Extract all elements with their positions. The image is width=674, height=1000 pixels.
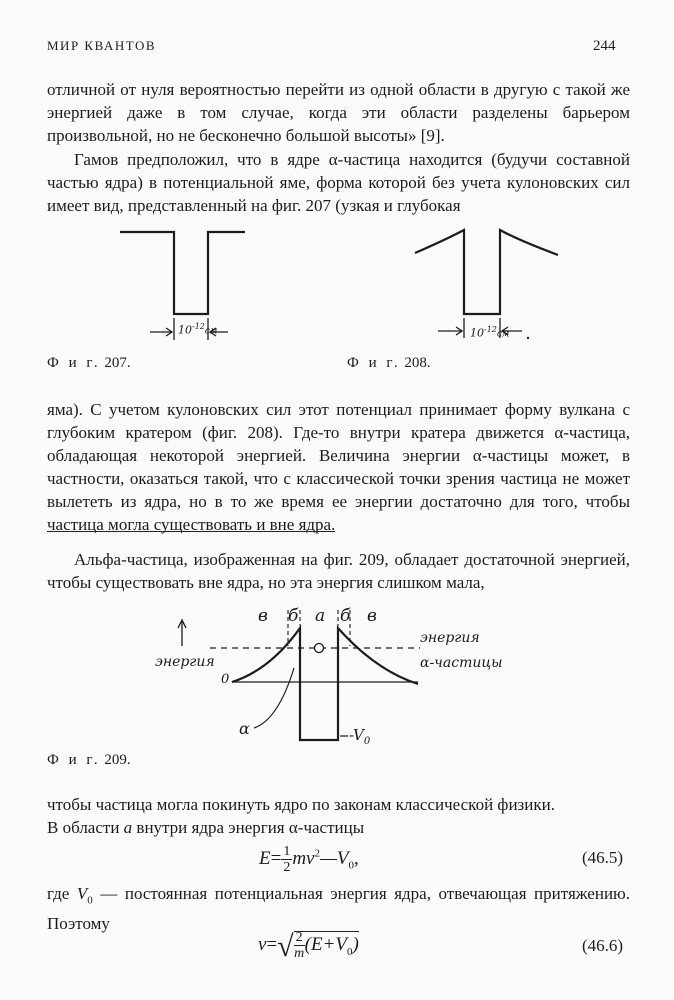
figure-207-caption: Ф и г. 207. [47,355,131,371]
paragraph-gamow: Гамов предположил, что в ядре α-частица находится (будучи составной частью ядра) в потенциальной яме, форма которой без учета кулоновских сил имеет вид, представленный на фиг. 207 (узкая и глубокая [47,150,630,215]
paragraph-volcano: яма). С учетом кулоновских сил этот потенциал принимает форму вулкана с глубоким кратером (фиг. 208). Где-то внутри кратера движется α-частица, обладающая некоторой энергией. Величина энергии α-частицы может, в частности, оказаться такой, что с классической точки зрения частица не может вылететь из ядра, но в то же время ее энергии достаточно для того, чтобы частица могла существовать и вне ядра. [47,400,630,534]
fig209-label-energy-axis: энергия [155,654,215,670]
fig209-label-particle-energy-1: энергия [420,630,480,646]
figure-207-square-well [110,222,240,352]
fig209-label-zero: 0 [221,672,230,687]
running-title: МИР КВАНТОВ [47,38,157,53]
fig209-label-b-right: б [340,606,351,626]
equation-46-6-number: (46.6) [582,936,624,955]
equation-46-5: E= $\frac{1}{2}$ $mv^2—V_0$, [259,844,359,875]
figure-209-caption: Ф и г. 209. [47,752,131,768]
sqrt-sign: √ [277,930,294,963]
fig209-label-v-right: в [367,606,377,626]
page-number: 244 [593,38,616,54]
fig209-label-particle-energy-2: α-частицы [420,655,503,671]
paragraph-quote-end: отличной от нуля вероятностью перейти из одной области в другую с такой же энергией даже в том случае, когда эти области разделены барьером произвольной, но не бесконечно большой высоты» [9]. [47,80,630,145]
fig209-label-alpha: α [239,719,250,738]
equation-46-6: v=√ $\frac{2}{m}$ $(E+V_0)$ [258,930,359,963]
paragraph-classical-physics [47,793,630,839]
fig209-label-a: a [315,606,326,626]
fig209-label-b-left: б [288,606,299,626]
paragraph-classical-physics-line1: чтобы частица могла покинуть ядро по законам классической физики. [47,795,555,814]
figure-207-scale-label: $10^{-12}см$ [178,322,218,337]
fig209-label-v-left: в [258,606,268,626]
fig209-label-v0: $-V_0$ [349,726,371,747]
section-divider [47,531,335,532]
paragraph-potential-energy: где $V_0$ — постоянная потенциальная энергия ядра, отвечающая притяжению. Поэтому [47,884,630,934]
paragraph-classical-physics-line2: В области a внутри ядра энергия α-частицы [47,818,365,837]
figure-208-scale-label: $10^{-12}см$ [470,325,510,340]
figure-208-caption: Ф и г. 208. [347,355,431,371]
paragraph-alpha-particle: Альфа-частица, изображенная на фиг. 209, обладает достаточной энергией, чтобы существовать вне ядра, но эта энергия слишком мала, [47,550,630,592]
equation-46-5-number: (46.5) [582,848,624,867]
